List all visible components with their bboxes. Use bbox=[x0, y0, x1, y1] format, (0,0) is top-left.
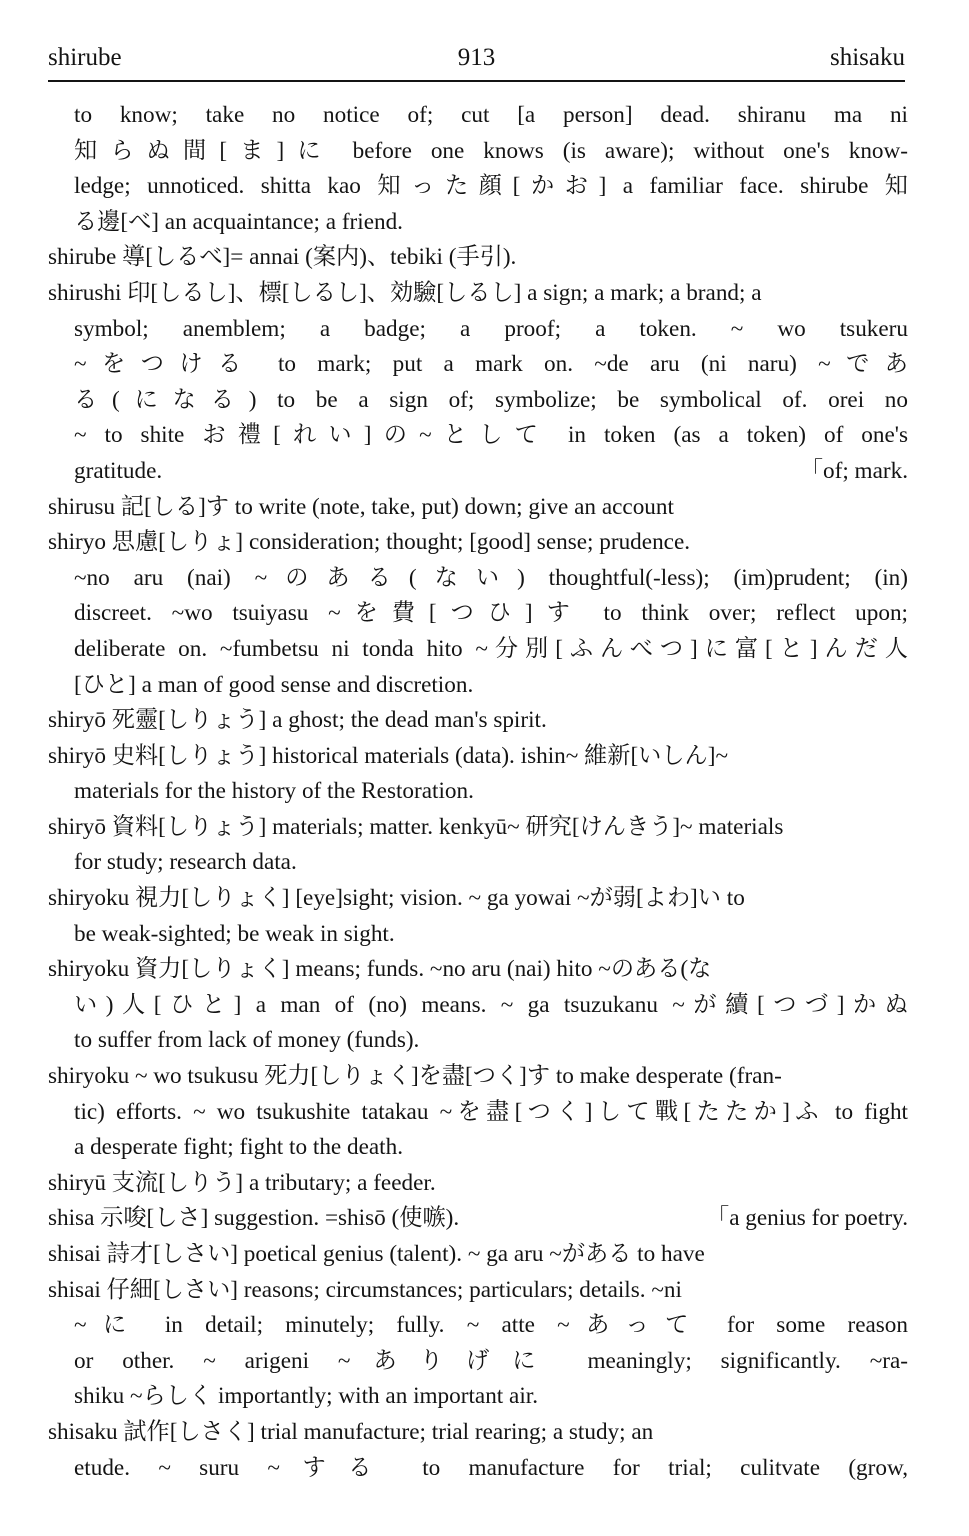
running-head-left-word: shirube bbox=[48, 44, 122, 71]
text-line: [ひと] a man of good sense and discretion. bbox=[74, 671, 474, 698]
text-line: ledge; unnoticed. shitta kao 知った顔[かお] a familiar face. shirube 知 bbox=[74, 173, 908, 200]
text-line: ~をつける to mark; put a mark on. ~de aru (ni naru) ~であ bbox=[74, 351, 908, 378]
running-head bbox=[48, 40, 905, 82]
text-line: to know; take no notice of; cut [a person] dead. shiranu ma ni bbox=[74, 102, 908, 128]
text-line: ~に in detail; minutely; fully. ~ atte ~あって for some reason bbox=[74, 1312, 908, 1339]
entry-headline: shiryoku 資力[しりょく] means; funds. ~no aru (nai) hito ~のある(な bbox=[48, 956, 712, 983]
entry-headline: shiryoku 視力[しりょく] [eye]sight; vision. ~ ga yowai ~が弱[よわ]い to bbox=[48, 885, 745, 912]
entry-headline: shisai 仔細[しさい] reasons; circumstances; particulars; details. ~ni bbox=[48, 1276, 682, 1303]
text-line: い)人[ひと] a man of (no) means. ~ ga tsuzukanu ~が續[つづ]かぬ bbox=[74, 991, 908, 1018]
text-line: symbol; anemblem; a badge; a proof; a token. ~ wo tsukeru bbox=[74, 315, 908, 342]
text-line: a desperate fight; fight to the death. bbox=[74, 1134, 404, 1161]
text-line: materials for the history of the Restoration. bbox=[74, 778, 474, 805]
entry-headline: shiryoku ~ wo tsukusu 死力[しりょく]を盡[つく]す to make desperate (fran- bbox=[48, 1063, 782, 1090]
entry-headline: shiryo 思慮[しりょ] consideration; thought; [good] sense; prudence. bbox=[48, 529, 691, 556]
text-line: to suffer from lack of money (funds). bbox=[74, 1027, 420, 1054]
text-line: gratitude. 「of; mark. bbox=[48, 454, 908, 490]
text-line: or other. ~ arigeni ~ありげに meaningly; significantly. ~ra- bbox=[74, 1347, 908, 1374]
carryover-tail: 「of; mark. bbox=[799, 457, 908, 484]
entry-headline: shisa 示唆[しさ] suggestion. =shisō (使嗾). 「a genius for poetry. bbox=[48, 1201, 908, 1237]
entry-headline: shiryō 史料[しりょう] historical materials (data). ishin~ 維新[いしん]~ bbox=[48, 742, 729, 769]
carryover-tail: 「a genius for poetry. bbox=[706, 1205, 908, 1232]
text-line: 知らぬ間[ま]に before one knows (is aware); without one's know- bbox=[74, 137, 908, 164]
text-line: for study; research data. bbox=[74, 849, 297, 876]
text-line: ~no aru (nai) ~のある(ない) thoughtful(-less); (im)prudent; (in) bbox=[74, 564, 908, 591]
running-head-right-word: shisaku bbox=[830, 44, 905, 71]
entry-headline: shirube 導[しるべ]= annai (案内)、tebiki (手引). bbox=[48, 244, 517, 271]
dictionary-entries bbox=[48, 98, 908, 1486]
entry-headline: shirushi 印[しるし]、標[しるし]、効驗[しるし] a sign; a mark; a brand; a bbox=[48, 279, 762, 306]
text-line: ~ to shite お禮[れい]の~として in token (as a token) of one's bbox=[74, 422, 908, 449]
text-line: etude. ~ suru ~する to manufacture for trial; culitvate (grow, bbox=[74, 1454, 908, 1481]
text-line: shiku ~らしく importantly; with an important air. bbox=[74, 1383, 539, 1410]
text-line: る(になる) to be a sign of; symbolize; be symbolical of. orei no bbox=[74, 386, 908, 413]
entry-headline: shiryō 資料[しりょう] materials; matter. kenkyū~ 研究[けんきう]~ materials bbox=[48, 813, 784, 840]
entry-headline: shisaku 試作[しさく] trial manufacture; trial rearing; a study; an bbox=[48, 1418, 654, 1445]
text-line: discreet. ~wo tsuiyasu ~を費[つひ]す to think over; reflect upon; bbox=[74, 600, 908, 627]
entry-headline: shiryō 死靈[しりょう] a ghost; the dead man's spirit. bbox=[48, 707, 547, 734]
entry-headline: shirusu 記[しる]す to write (note, take, put) down; give an account bbox=[48, 493, 674, 520]
text-line: be weak-sighted; be weak in sight. bbox=[74, 920, 395, 947]
text-line: deliberate on. ~fumbetsu ni tonda hito ~分別[ふんべつ]に富[と]んだ人 bbox=[74, 635, 908, 662]
entry-headline: shiryū 支流[しりう] a tributary; a feeder. bbox=[48, 1169, 436, 1196]
page-number: 913 bbox=[457, 44, 496, 71]
text-line: tic) efforts. ~ wo tsukushite tatakau ~を盡[つく]して戰[たたか]ふ to fight bbox=[74, 1098, 908, 1125]
entry-headline: shisai 詩才[しさい] poetical genius (talent). ~ ga aru ~がある to have bbox=[48, 1241, 705, 1267]
text-line: る邊[べ] an acquaintance; a friend. bbox=[74, 208, 403, 235]
